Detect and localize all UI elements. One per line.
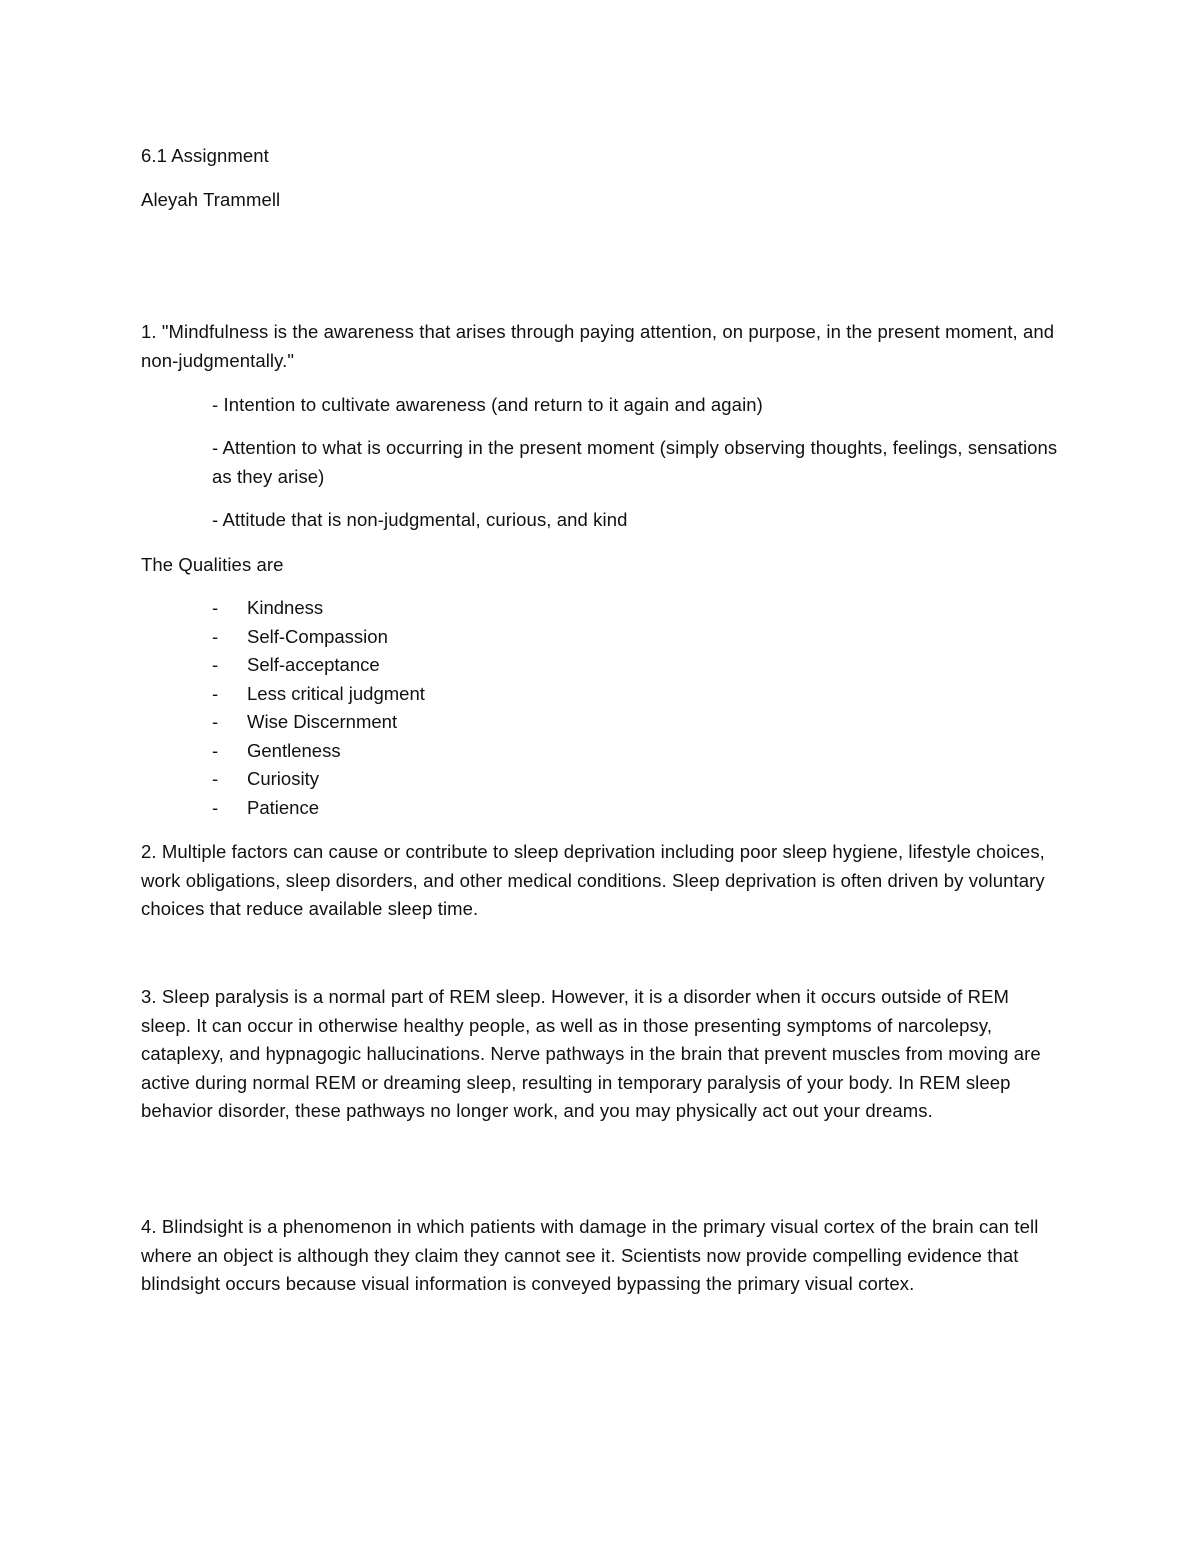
author-name: Aleyah Trammell	[141, 189, 281, 210]
question-4-text: 4. Blindsight is a phenomenon in which patients with damage in the primary visual cortex of the brain can tell where an object is although they claim they cannot see it. Scientists now provide compelling evidence that blindsight occurs because visual information is conveyed bypassing the primary visual cortex.	[141, 1216, 1039, 1294]
list-dash: -	[212, 768, 219, 789]
qualities-heading: The Qualities are	[141, 554, 284, 575]
question-1-point-attitude: - Attitude that is non-judgmental, curious, and kind	[212, 509, 628, 530]
quality-label: Gentleness	[247, 739, 341, 761]
list-dash: -	[212, 711, 219, 732]
list-dash: -	[212, 739, 219, 761]
document-title: 6.1 Assignment	[141, 145, 269, 166]
list-dash: -	[212, 796, 219, 818]
question-2-text: 2. Multiple factors can cause or contribute to sleep deprivation including poor sleep hygiene, lifestyle choices, work obligations, sleep disorders, and other medical conditions. Sleep deprivation is often driven by voluntary choices that reduce available sleep time.	[141, 841, 1045, 919]
question-3-text: 3. Sleep paralysis is a normal part of REM sleep. However, it is a disorder when it occurs outside of REM sleep. It can occur in otherwise healthy people, as well as in those presenting symptoms of narcolepsy, cataplexy, and hypnagogic hallucinations. Nerve pathways in the brain that prevent muscles from moving are active during normal REM or dreaming sleep, resulting in temporary paralysis of your body. In REM sleep behavior disorder, these pathways no longer work, and you may physically act out your dreams.	[141, 986, 1041, 1121]
quality-label: Self-acceptance	[247, 654, 380, 675]
list-dash: -	[212, 682, 219, 704]
quality-label: Wise Discernment	[247, 711, 398, 732]
quality-label: Self-Compassion	[247, 625, 388, 647]
quality-label: Patience	[247, 796, 319, 818]
question-1-point-attention: - Attention to what is occurring in the present moment (simply observing thoughts, feelings, sensations as they arise)	[212, 437, 1058, 487]
list-dash: -	[212, 654, 219, 675]
question-1-point-intention: - Intention to cultivate awareness (and return to it again and again)	[212, 394, 763, 415]
quality-label: Kindness	[247, 597, 324, 618]
quality-label: Less critical judgment	[247, 682, 425, 704]
quality-label: Curiosity	[247, 768, 319, 789]
list-dash: -	[212, 597, 219, 618]
question-1-text: 1. "Mindfulness is the awareness that arises through paying attention, on purpose, in the present moment, and non-judgmentally."	[141, 321, 1055, 371]
list-dash: -	[212, 625, 219, 647]
